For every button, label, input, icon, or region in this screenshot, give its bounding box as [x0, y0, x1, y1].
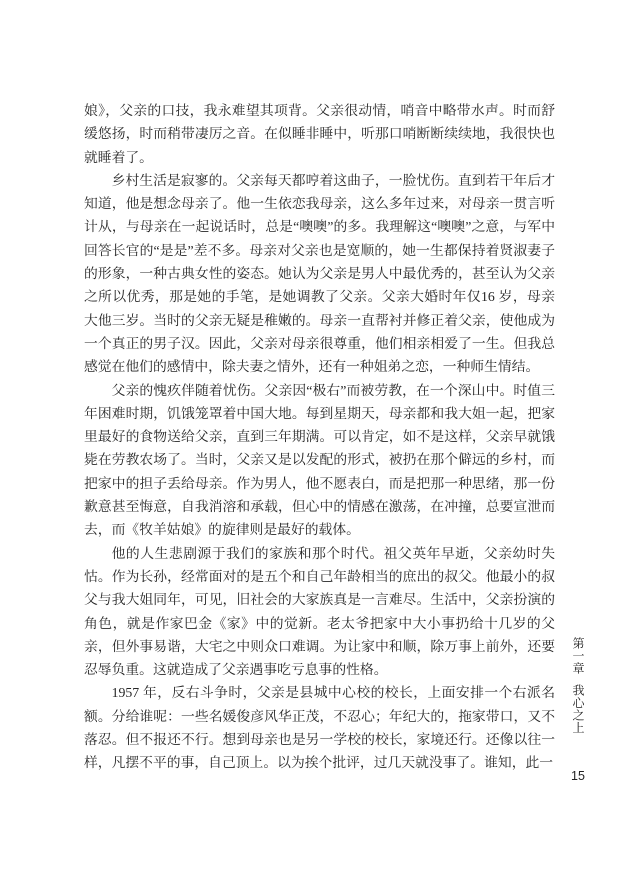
paragraph: 1957 年，反右斗争时，父亲是县城中心校的校长，上面安排一个右派名额。分给谁呢：一些名媛俊彦风华正茂，不忍心；年纪大的，拖家带口，又不落忍。但不报还不行。想到母亲也是另一学校的校长，家境还行。还像以往一样，凡摆不平的事，自己顶上。以为挨个批评，过几天就没事了。谁知，此一 [84, 685, 555, 771]
paragraph: 娘》，父亲的口技，我永难望其项背。父亲很动情，哨音中略带水声。时而舒缓悠扬，时而稍带凄厉之音。在似睡非睡中，听那口哨断断续续地，我很快也就睡着了。 [84, 103, 555, 165]
paragraph: 父亲的愧疚伴随着忧伤。父亲因“极右”而被劳教，在一个深山中。时值三年困难时期，饥饿笼罩着中国大地。每到星期天，母亲都和我大姐一起，把家里最好的食物送给父亲，直到三年期满。可以肯定，如不是这样，父亲早就饿毙在劳教农场了。当时，父亲又是以发配的形式，被扔在那个僻远的乡村，而把家中的担子丢给母亲。作为男人，他不愿表白，而是把那一种思绪，那一份歉意甚至悔意，自我消溶和承载，但心中的情感在激荡，在冲撞，总要宣泄而去，而《牧羊姑娘》的旋律则是最好的载体。 [84, 382, 555, 538]
body-text [84, 99, 555, 775]
chapter-number-label: 第一章 [571, 637, 585, 675]
paragraph: 乡村生活是寂寥的。父亲每天都哼着这曲子，一脸忧伤。直到若干年后才知道，他是想念母亲了。他一生依恋我母亲，这么多年过来，对母亲一贯言听计从，与母亲在一起说话时，总是“噢噢”的多。我理解这“噢噢”之意，与军中回答长官的“是是”差不多。母亲对父亲也是宽顺的，她一生都保持着贤淑妻子的形象，一种古典女性的姿态。她认为父亲是男人中最优秀的，甚至认为父亲之所以优秀，那是她的手笔，是她调教了父亲。父亲大婚时年仅16 岁，母亲大他三岁。当时的父亲无疑是稚嫩的。母亲一直帮衬并修正着父亲，使他成为一个真正的男子汉。因此，父亲对母亲很尊重，他们相亲相爱了一生。但我总感觉在他们的感情中，除夫妻之情外，还有一种姐弟之恋，一种师生情结。 [84, 172, 555, 375]
page-number: 15 [571, 769, 585, 783]
paragraph: 他的人生悲剧源于我们的家族和那个时代。祖父英年早逝，父亲幼时失怙。作为长孙，经常面对的是五个和自己年龄相当的庶出的叔父。他最小的叔父与我大姐同年，可见，旧社会的大家族真是一言难尽。生活中，父亲扮演的角色，就是作家巴金《家》中的觉新。老太爷把家中大小事扔给十几岁的父亲，但外事易谐，大宅之中则众口难调。为让家中和顺，除万事上前外，还要忍辱负重。这就造成了父亲遇事吃亏息事的性格。 [84, 545, 555, 678]
chapter-title-label: 我心之上 [571, 684, 585, 734]
